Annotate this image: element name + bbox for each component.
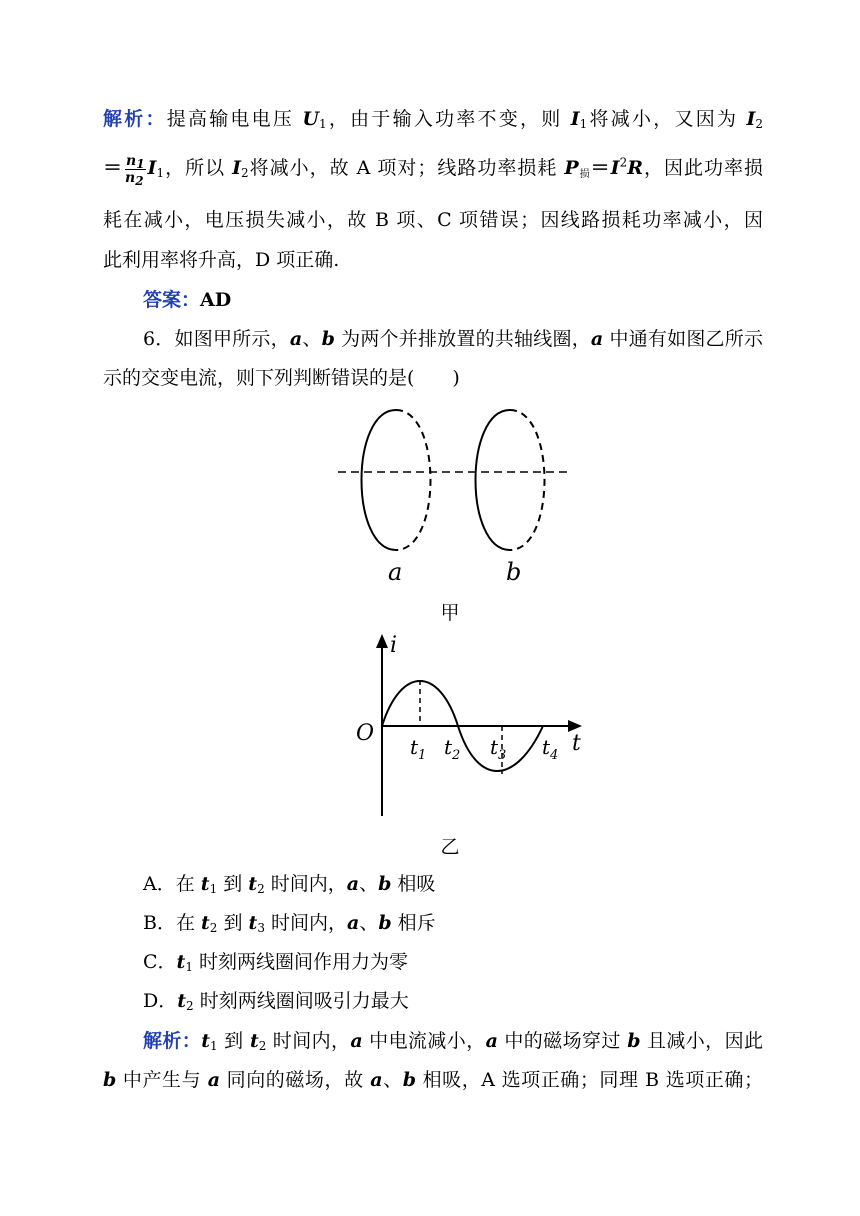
origin-label: O bbox=[356, 721, 375, 746]
coil-a-label: a bbox=[388, 558, 403, 586]
figure1-caption: 甲 bbox=[440, 602, 460, 624]
explanation2-label: 解析： bbox=[143, 1030, 202, 1052]
tick-t2: $t_2$ bbox=[444, 735, 461, 763]
option-c: C．$t_1$ 时刻两线圈间作用力为零 bbox=[143, 951, 409, 974]
explanation-line-1: 解析：提高输电电压 $U_1$，由于输入功率不变，则 $I_1$将减小，又因为 $I_2$ bbox=[103, 108, 763, 131]
explanation-line-4: 此利用率将升高，D 项正确. bbox=[103, 249, 340, 271]
x-axis-label: t bbox=[572, 731, 581, 756]
coil-a-front bbox=[362, 410, 397, 550]
explanation2-line-1: 解析：$t_1$ 到 $t_2$ 时间内，a 中电流减小，a 中的磁场穿过 b 且减小，因此 bbox=[143, 1030, 763, 1053]
explanation-label: 解析： bbox=[103, 108, 167, 130]
question-line-2: 示的交变电流，则下列判断错误的是( ) bbox=[103, 367, 460, 389]
coils-figure bbox=[330, 404, 580, 589]
option-d: D．$t_2$ 时刻两线圈间吸引力最大 bbox=[143, 990, 409, 1013]
current-graph bbox=[350, 628, 595, 828]
y-axis-label: i bbox=[390, 633, 398, 658]
explanation-line-2: ＝ $\frac{n_1}{n_2}$ $I_1$，所以 $I_2$将减小，故 A 项对；线路功率损耗 $P_损=I^2R$，因此功率损 bbox=[103, 152, 763, 188]
coil-b-back bbox=[510, 410, 545, 550]
coil-b-label: b bbox=[506, 558, 522, 586]
explanation-line-3: 耗在减小，电压损失减小，故 B 项、C 项错误；因线路损耗功率减小，因 bbox=[103, 209, 763, 231]
coil-b-front bbox=[476, 410, 511, 550]
explanation2-line-2: b 中产生与 a 同向的磁场，故 a、b 相吸，A 选项正确；同理 B 选项正确； bbox=[103, 1069, 763, 1091]
tick-t3: $t_3$ bbox=[490, 735, 507, 763]
tick-t4: $t_4$ bbox=[542, 735, 559, 763]
answer-line bbox=[143, 287, 763, 313]
answer-value: AD bbox=[200, 289, 232, 311]
coil-a-back bbox=[396, 410, 431, 550]
option-b: B．在 $t_2$ 到 $t_3$ 时间内，a、b 相斥 bbox=[143, 912, 436, 935]
turns-ratio-fraction: $\frac{n_1}{n_2}$ bbox=[125, 152, 145, 188]
y-axis-arrow bbox=[376, 634, 388, 648]
figure2-caption: 乙 bbox=[440, 836, 460, 858]
answer-label: 答案： bbox=[143, 289, 201, 311]
question-line-1: 6．如图甲所示，a、b 为两个并排放置的共轴线圈，a 中通有如图乙所示 bbox=[143, 328, 763, 350]
option-a: A．在 $t_1$ 到 $t_2$ 时间内，a、b 相吸 bbox=[143, 873, 436, 896]
tick-t1: $t_1$ bbox=[410, 735, 427, 763]
